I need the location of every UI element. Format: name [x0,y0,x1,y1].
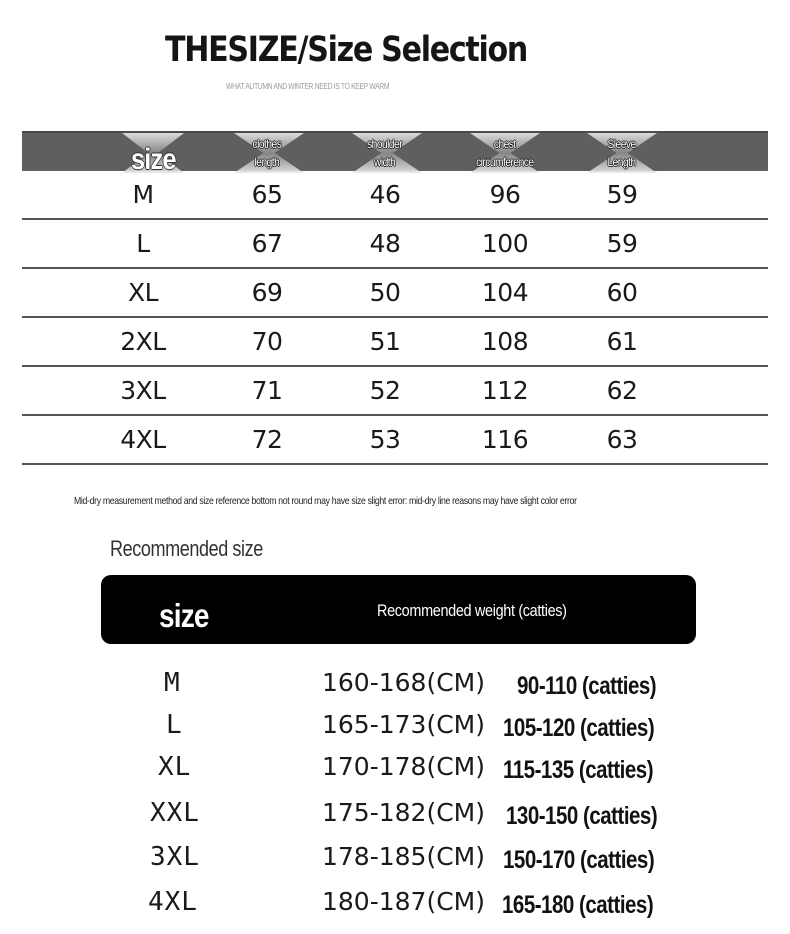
cell-chest: 116 [481,425,529,454]
cell-size: 3XL [120,376,166,405]
recommended-size-title: Recommended size [110,536,263,561]
cell-size: L [136,229,150,258]
table-row [22,367,768,416]
table-row [22,220,768,269]
cell-shoulder-width: 48 [369,229,401,258]
cell-size: XL [127,278,159,307]
rec-size: XL [158,752,192,782]
cell-chest: 96 [489,180,521,209]
cell-sleeve: 60 [606,278,638,307]
recommended-table-header [101,575,696,644]
rec-height: 170-178(CM) [322,752,485,781]
cell-shoulder-width: 46 [369,180,401,209]
measurement-disclaimer: Mid-dry measurement method and size reference bottom not round may have size slight error: mid-dry line reasons may have slight color error [74,495,577,507]
column-header-clothes-length: clothes length [252,137,282,169]
cell-chest: 112 [481,376,529,405]
rec-height: 180-187(CM) [322,887,485,916]
rec-weight: 115-135 (catties) [503,756,654,784]
rec-height: 160-168(CM) [322,668,485,697]
rec-size: 3XL [150,842,200,872]
cell-chest: 100 [481,229,529,258]
cell-shoulder-width: 50 [369,278,401,307]
cell-clothes-length: 70 [251,327,283,356]
cell-size: 4XL [120,425,166,454]
column-header-shoulder-width: shoulder width [367,137,403,169]
column-header-sleeve-length: Sleeve Length [607,137,637,169]
cell-sleeve: 59 [606,180,638,209]
rec-weight: 150-170 (catties) [503,846,655,874]
page-subtitle: WHAT AUTUMN AND WINTER NEED IS TO KEEP WARM [226,82,390,91]
cell-clothes-length: 67 [251,229,283,258]
recommended-row [0,887,790,927]
table-row [22,416,768,465]
table-row [22,269,768,318]
size-table-header [22,131,768,176]
recommended-row [0,710,790,750]
rec-height: 178-185(CM) [322,842,485,871]
recommended-row [0,798,790,838]
rec-height: 175-182(CM) [322,798,485,827]
cell-clothes-length: 65 [251,180,283,209]
rec-size: XXL [150,798,200,828]
page-title: THESIZE/Size Selection [165,30,528,70]
rec-height: 165-173(CM) [322,710,485,739]
column-header-size: size [159,597,209,634]
recommended-row [0,752,790,792]
rec-weight: 130-150 (catties) [506,802,658,830]
table-row [22,318,768,367]
table-row [22,171,768,220]
rec-weight: 105-120 (catties) [503,714,655,742]
cell-sleeve: 61 [606,327,638,356]
rec-size: L [166,710,183,740]
rec-size: M [164,668,181,698]
cell-sleeve: 62 [606,376,638,405]
cell-chest: 104 [481,278,529,307]
cell-sleeve: 59 [606,229,638,258]
cell-size: M [132,180,154,209]
cell-shoulder-width: 51 [369,327,401,356]
cell-clothes-length: 72 [251,425,283,454]
column-header-weight: Recommended weight (catties) [377,601,567,620]
recommended-row [0,842,790,882]
size-table [22,131,768,465]
recommended-row [0,668,790,708]
rec-weight: 165-180 (catties) [502,891,654,919]
cell-shoulder-width: 53 [369,425,401,454]
column-header-chest: chest circumference [476,137,534,169]
cell-size: 2XL [120,327,166,356]
rec-size: 4XL [148,887,198,917]
cell-shoulder-width: 52 [369,376,401,405]
column-header-size: size [130,143,176,176]
cell-clothes-length: 71 [251,376,283,405]
rec-weight: 90-110 (catties) [517,672,657,700]
cell-sleeve: 63 [606,425,638,454]
cell-chest: 108 [481,327,529,356]
cell-clothes-length: 69 [251,278,283,307]
